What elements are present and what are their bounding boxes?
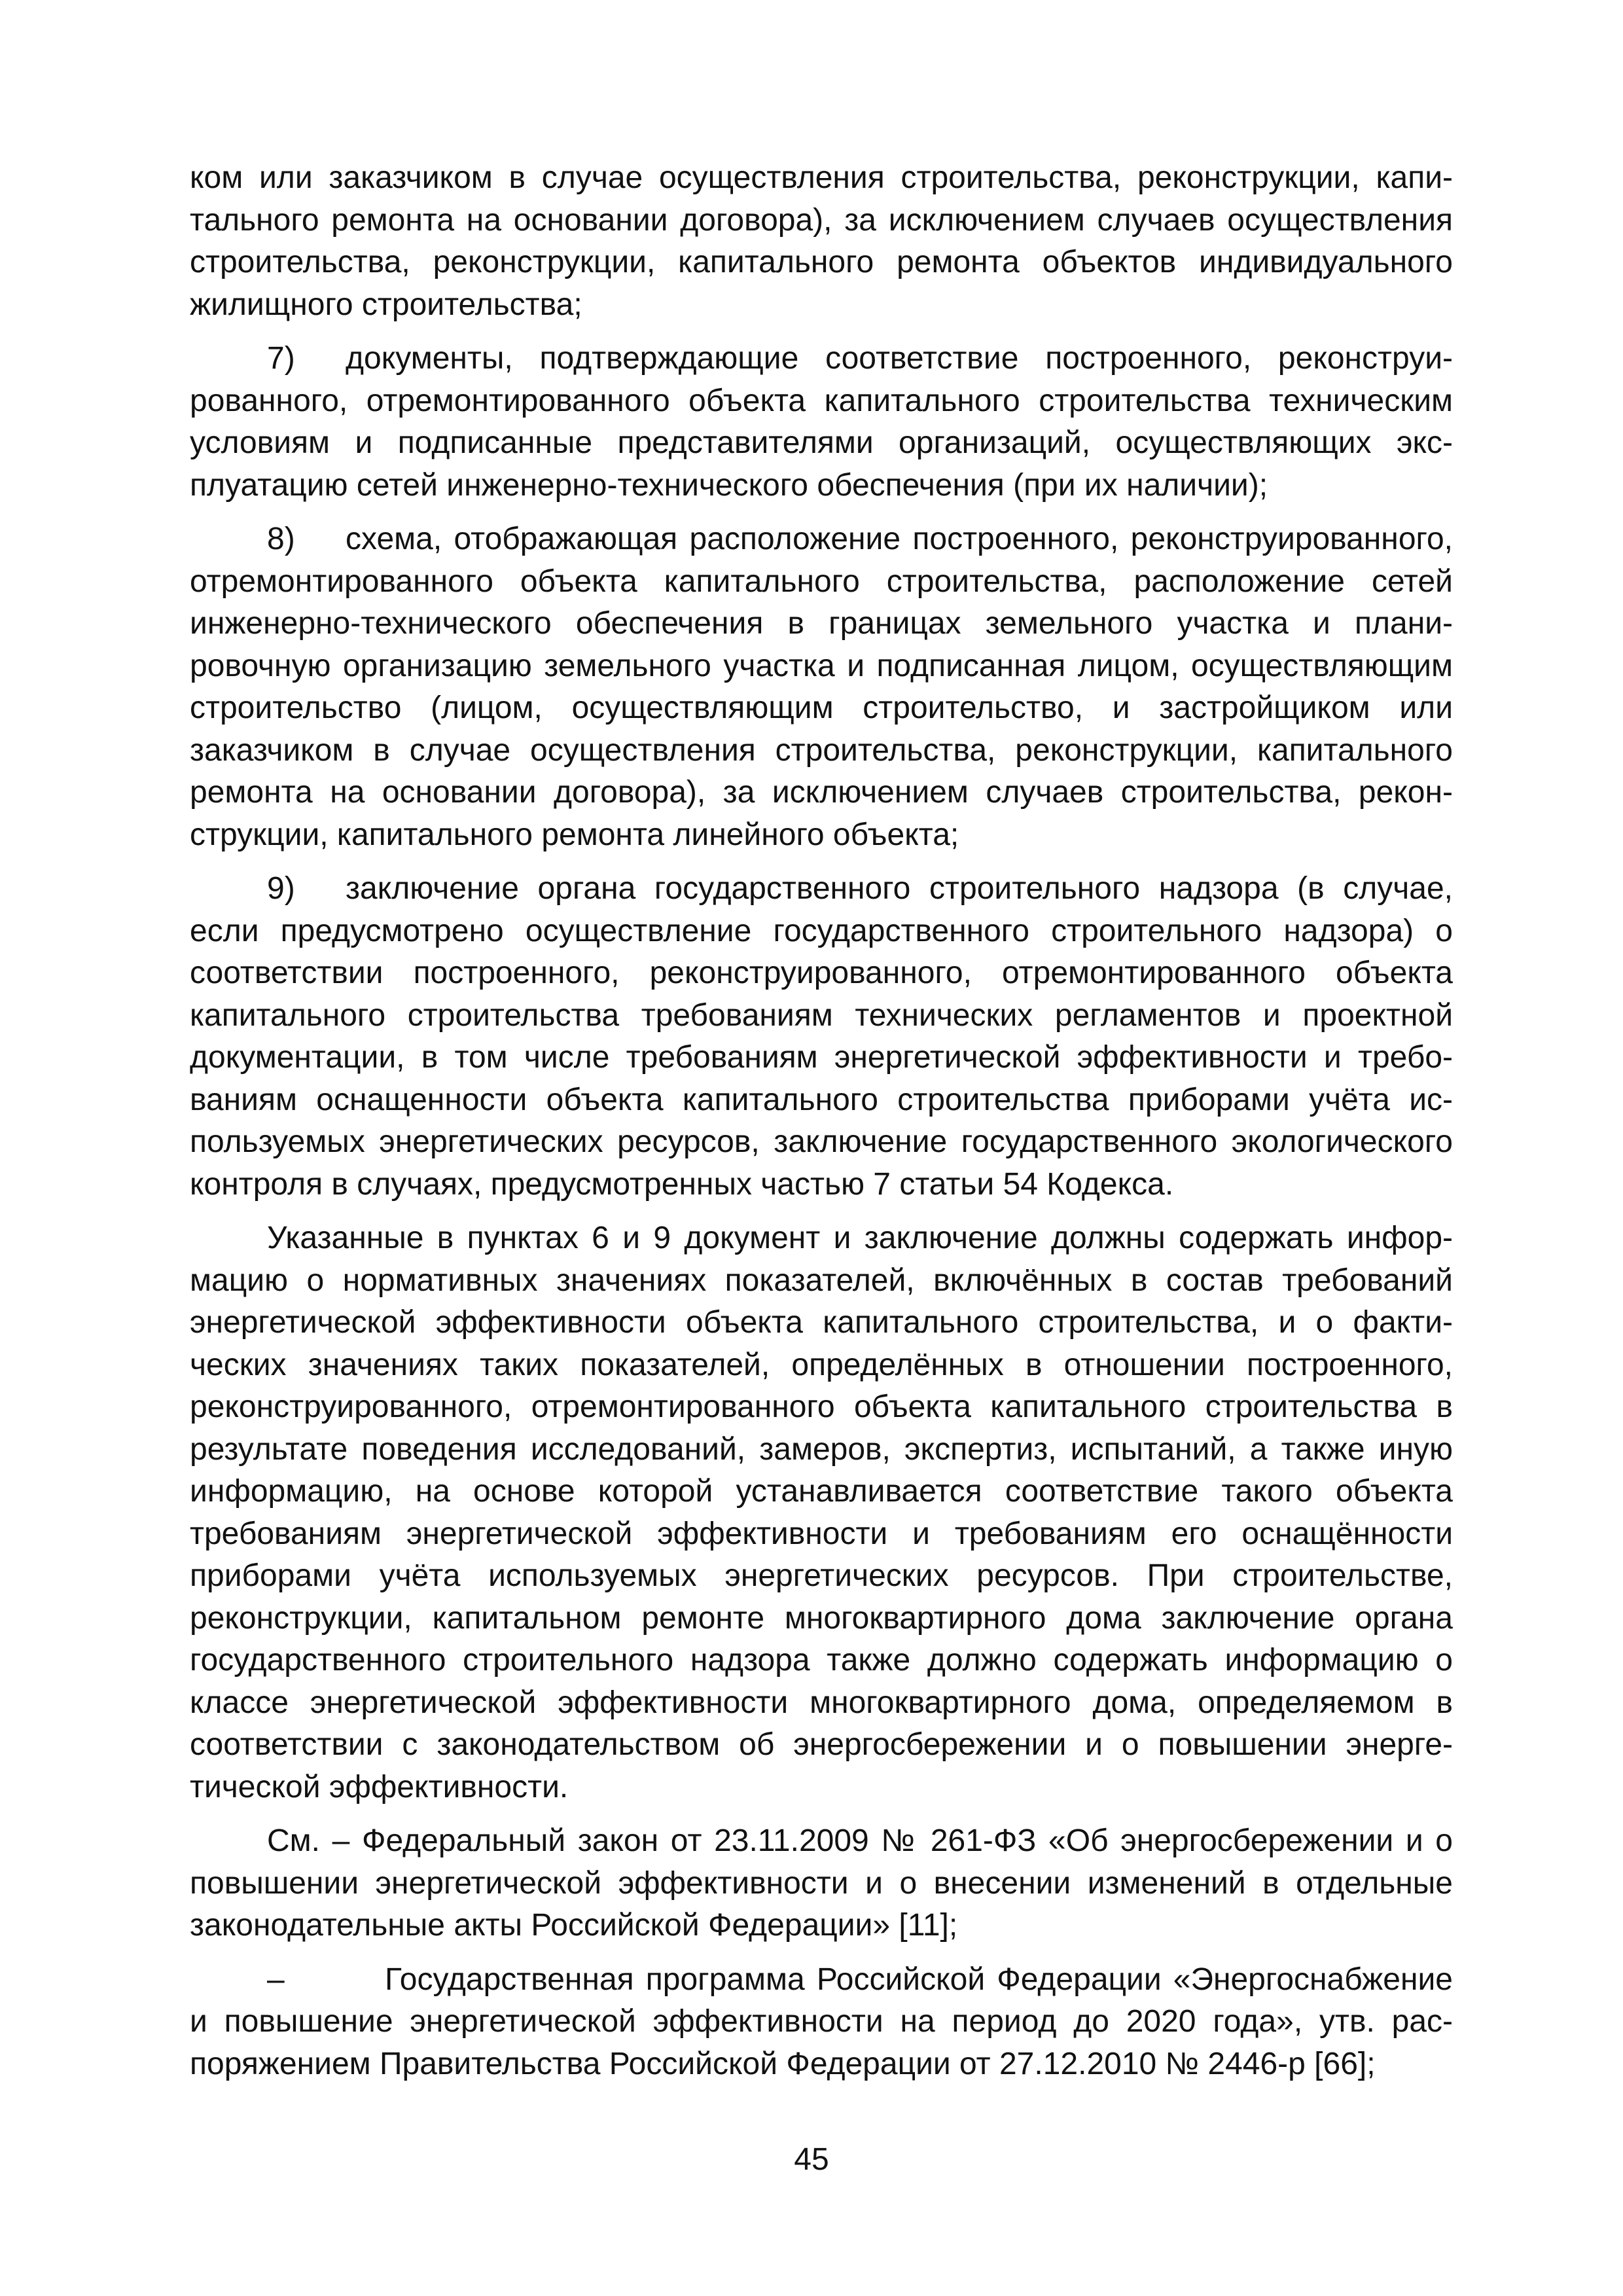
list-marker: – bbox=[267, 1962, 285, 1997]
list-item-program bbox=[190, 1959, 1453, 2086]
paragraph-text: ком или заказчиком в случае осуществления строительства, реконструкции, капитального ремонта на основании договора), за исключением случаев осуществления строительства, реконструкции, капитального ремонта объектов индивидуального жилищного строительства; bbox=[190, 160, 1453, 322]
list-item-text: Государственная программа Российской Федерации «Энергоснабжение и повышение энергетической эффективности на период до 2020 года», утв. распоряжением Правительства Российской Федерации от 27.12.2010 № 2446-р [66]; bbox=[190, 1962, 1453, 2081]
list-item-7 bbox=[190, 338, 1453, 507]
document-page bbox=[190, 157, 1453, 2097]
paragraph-continuation bbox=[190, 157, 1453, 326]
page-number: 45 bbox=[794, 2142, 829, 2177]
list-marker: 7) bbox=[267, 341, 295, 376]
list-marker: 8) bbox=[267, 522, 295, 556]
list-item-text: схема, отображающая расположение построенного, реконструированного, отремонтированного объекта капитального строительства, расположение сетей инженерно-технического обеспечения в границах земельного участка и планировочную организацию земельного участка и подписанная лицом, осуществляющим строительство (лицом, осуществляющим строительство, и застройщиком или заказчиком в случае осуществления строительства, реконструкции, капитального ремонта на основании договора), за исключением случаев строительства, реконструкции, капитального ремонта линейного объекта; bbox=[190, 522, 1453, 852]
list-item-9 bbox=[190, 868, 1453, 1206]
paragraph-see-also bbox=[190, 1820, 1453, 1947]
list-item-text: заключение органа государственного строительного надзора (в случае, если предусмотрено осуществление государственного строительного надзора) о соответствии построенного, реконструированного, отремонтированного объекта капитального строительства требованиям технических регламентов и проектной документации, в том числе требованиям энергетической эффективности и требованиям оснащенности объекта капитального строительства приборами учёта используемых энергетических ресурсов, заключение государственного экологического контроля в случаях, предусмотренных частью 7 статьи 54 Кодекса. bbox=[190, 871, 1453, 1202]
list-marker: 9) bbox=[267, 871, 295, 906]
paragraph-note bbox=[190, 1217, 1453, 1808]
paragraph-text: См. – Федеральный закон от 23.11.2009 № 261-ФЗ «Об энергосбережении и о повышении энергетической эффективности и о внесении изменений в отдельные законодательные акты Российской Федерации» [11]; bbox=[190, 1823, 1453, 1943]
list-item-text: документы, подтверждающие соответствие построенного, реконструированного, отремонтированного объекта капитального строительства техническим условиям и подписанные представителями организаций, осуществляющих эксплуатацию сетей инженерно-технического обеспечения (при их наличии); bbox=[190, 341, 1453, 503]
paragraph-text: Указанные в пунктах 6 и 9 документ и заключение должны содержать информацию о нормативных значениях показателей, включённых в состав требований энергетической эффективности объекта капитального строительства, и о фактических значениях таких показателей, определённых в отношении построенного, реконструированного, отремонтированного объекта капитального строительства в результате поведения исследований, замеров, экспертиз, испытаний, а также иную информацию, на основе которой устанавливается соответствие такого объекта требованиям энергетической эффективности и требованиям его оснащённости приборами учёта используемых энергетических ресурсов. При строительстве, реконструкции, капитальном ремонте многоквартирного дома заключение органа государственного строительного надзора также должно содержать информацию о классе энергетической эффективности многоквартирного дома, определяемом в соответствии с законодательством об энергосбережении и о повышении энергетической эффективности. bbox=[190, 1221, 1453, 1804]
list-item-8 bbox=[190, 518, 1453, 856]
